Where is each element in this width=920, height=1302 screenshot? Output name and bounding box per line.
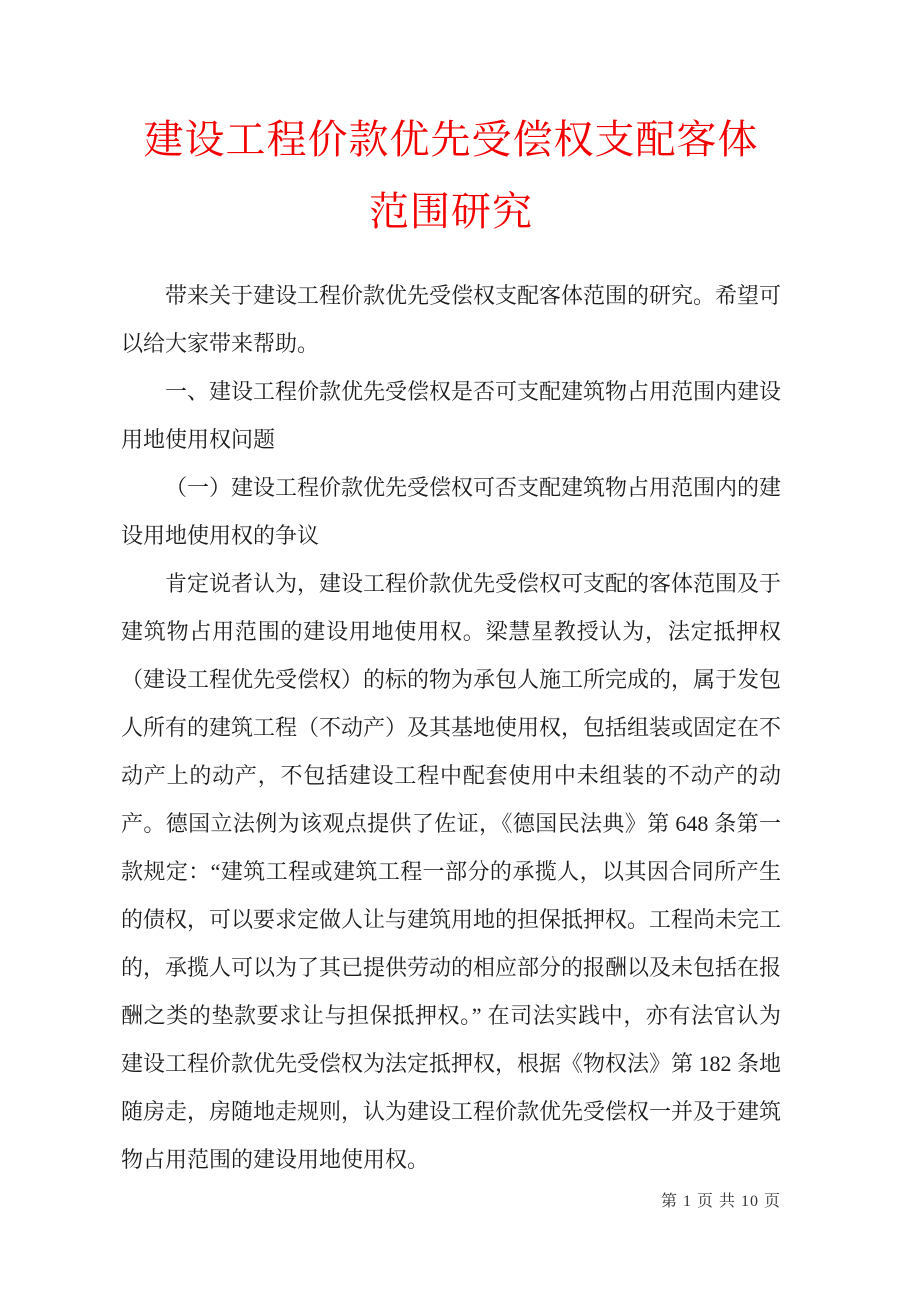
text-column — [121, 0, 781, 1184]
document-body — [121, 272, 781, 1184]
document-title-line2: 范围研究 — [369, 189, 533, 234]
paragraph-section-heading-1: 一、建设工程价款优先受偿权是否可支配建筑物占用范围内建设用地使用权问题 — [121, 379, 782, 452]
document-title — [121, 104, 781, 248]
paragraph-body-argument: 肯定说者认为，建设工程价款优先受偿权可支配的客体范围及于建筑物占用范围的建设用地使用权。梁慧星教授认为，法定抵押权（建设工程优先受偿权）的标的物为承包人施工所完成的，属于发包人所有的建筑工程（不动产）及其基地使用权，包括组装或固定在不动产上的动产，不包括建设工程中配套使用中未组装的不动产的动产。德国立法例为该观点提供了佐证，《德国民法典》第 648 条第一款规定：“建筑工程或建筑工程一部分的承揽人，以其因合同所产生的债权，可以要求定做人让与建筑用地的担保抵押权。工程尚未完工的，承揽人可以为了其已提供劳动的相应部分的报酬以及未包括在报酬之类的垫款要求让与担保抵押权。” 在司法实践中，亦有法官认为建设工程价款优先受偿权为法定抵押权，根据《物权法》第 182 条地随房走，房随地走规则，认为建设工程价款优先受偿权一并及于建筑物占用范围的建设用地使用权。 — [121, 571, 782, 1172]
paragraph-intro: 带来关于建设工程价款优先受偿权支配客体范围的研究。希望可以给大家带来帮助。 — [121, 283, 782, 356]
page-number-footer: 第 1 页 共 10 页 — [660, 1193, 781, 1210]
paragraph-subsection-heading-1-1: （一）建设工程价款优先受偿权可否支配建筑物占用范围内的建设用地使用权的争议 — [121, 475, 782, 548]
document-title-line1: 建设工程价款优先受偿权支配客体 — [143, 117, 759, 162]
